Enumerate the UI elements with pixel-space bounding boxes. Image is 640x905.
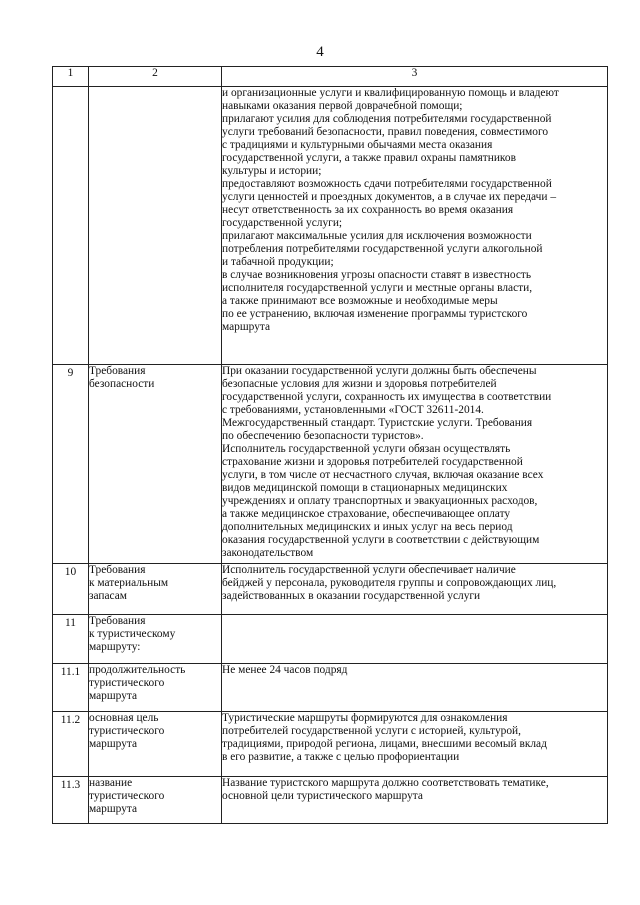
- content-line: оказания государственной услуги в соответствии с действующим: [222, 534, 540, 546]
- content-line: законодательством: [222, 547, 314, 559]
- content-line: государственной услуги;: [222, 217, 343, 229]
- content-line: Исполнитель государственной услуги обязан осуществлять: [222, 443, 511, 455]
- content-line: услуги, в том числе от несчастного случая, включая оказание всех: [222, 469, 544, 481]
- requirement-line: Требования: [89, 615, 146, 627]
- content-line: и табачной продукции;: [222, 256, 334, 268]
- content-line: традициями, природой региона, лицами, внесшими весомый вклад: [222, 738, 547, 750]
- requirement-line: безопасности: [89, 378, 155, 390]
- row-number: 11.2: [60, 714, 81, 726]
- table-row-11-2: [53, 712, 608, 777]
- content-line: основной цели туристического маршрута: [222, 790, 423, 802]
- content-cell: [222, 365, 608, 564]
- content-line: услуги требований безопасности, правил поведения, совместимого: [222, 126, 549, 138]
- requirement-cell: [89, 365, 222, 564]
- page-number: 4: [316, 44, 324, 60]
- requirement-line: к туристическому: [89, 628, 176, 640]
- table-row-11-1: [53, 664, 608, 712]
- row-number-cell: [53, 87, 89, 365]
- row-number-cell: [53, 777, 89, 824]
- content-cell: [222, 777, 608, 824]
- row-number-cell: [53, 664, 89, 712]
- content-line: Не менее 24 часов подряд: [222, 664, 348, 676]
- table-header-row: [53, 67, 608, 87]
- row-number: 10: [64, 566, 77, 578]
- requirement-cell: [89, 615, 222, 664]
- requirement-line: Требования: [89, 564, 146, 576]
- content-line: маршрута: [222, 321, 271, 333]
- content-line: государственной услуги, сохранность их имущества в соответствии: [222, 391, 552, 403]
- table-row-11-3: [53, 777, 608, 824]
- row-number-cell: [53, 712, 89, 777]
- content-line: Исполнитель государственной услуги обеспечивает наличие: [222, 564, 516, 576]
- content-line: предоставляют возможность сдачи потребителями государственной: [222, 178, 552, 190]
- requirement-line: туристического: [89, 725, 165, 737]
- content-cell: [222, 664, 608, 712]
- content-line: дополнительных медицинских и иных услуг на весь период: [222, 521, 513, 533]
- row-number-cell: [53, 564, 89, 615]
- content-line: бейджей у персонала, руководителя группы и сопровождающих лиц,: [222, 577, 557, 589]
- content-line: несут ответственность за их сохранность во время оказания: [222, 204, 514, 216]
- table-row-9: [53, 365, 608, 564]
- content-line: потребления потребителями государственной услуги алкогольной: [222, 243, 543, 255]
- requirement-line: туристического: [89, 677, 165, 689]
- content-line: задействованных в оказании государственной услуги: [222, 590, 481, 602]
- content-cell: [222, 564, 608, 615]
- requirement-line: Требования: [89, 365, 146, 377]
- content-line: по ее устранению, включая изменение программы туристского: [222, 308, 528, 320]
- requirement-line: маршрута: [89, 738, 138, 750]
- content-line: прилагают усилия для соблюдения потребителями государственной: [222, 113, 552, 125]
- content-line: При оказании государственной услуги должны быть обеспечены: [222, 365, 537, 377]
- requirements-table: [52, 66, 608, 824]
- requirement-line: название: [89, 777, 133, 789]
- row-number: 11.3: [60, 779, 81, 791]
- content-line: потребителей государственной услуги с историей, культурой,: [222, 725, 521, 737]
- row-number-cell: [53, 365, 89, 564]
- content-line: а также принимают все возможные и необходимые меры: [222, 295, 498, 307]
- requirement-line: туристического: [89, 790, 165, 802]
- content-line: исполнителя государственной услуги и местные органы власти,: [222, 282, 533, 294]
- requirement-line: к материальным: [89, 577, 169, 589]
- header-col-1: 1: [53, 67, 89, 87]
- row-number-cell: [53, 615, 89, 664]
- content-line: Туристические маршруты формируются для ознакомления: [222, 712, 508, 724]
- table-row-11: [53, 615, 608, 664]
- content-cell: [222, 87, 608, 365]
- requirement-line: маршрута: [89, 690, 138, 702]
- row-number: 11: [65, 617, 76, 629]
- content-line: и организационные услуги и квалифицированную помощь и владеют: [222, 87, 559, 99]
- content-line: государственной услуги, а также правил охраны памятников: [222, 152, 516, 164]
- table-row-10: [53, 564, 608, 615]
- requirement-cell: [89, 777, 222, 824]
- content-line: а также медицинское страхование, обеспечивающее оплату: [222, 508, 511, 520]
- header-col-3: 3: [222, 67, 608, 87]
- content-line: в его развитие, а также с целью профориентации: [222, 751, 460, 763]
- requirement-line: маршруту:: [89, 641, 141, 653]
- content-line: с требованиями, установленными «ГОСТ 32611-2014.: [222, 404, 484, 416]
- content-line: безопасные условия для жизни и здоровья потребителей: [222, 378, 497, 390]
- requirement-line: продолжительность: [89, 664, 186, 676]
- content-line: прилагают максимальные усилия для исключения возможности: [222, 230, 532, 242]
- content-line: по обеспечению безопасности туристов».: [222, 430, 424, 442]
- content-line: учреждениях и оплату транспортных и эвакуационных расходов,: [222, 495, 538, 507]
- content-cell: [222, 712, 608, 777]
- content-line: с традициями и культурными обычаями места оказания: [222, 139, 493, 151]
- table-row-continuation: [53, 87, 608, 365]
- requirement-cell: [89, 87, 222, 365]
- content-line: культуры и истории;: [222, 165, 322, 177]
- requirement-line: основная цель: [89, 712, 159, 724]
- requirement-cell: [89, 664, 222, 712]
- requirement-cell: [89, 712, 222, 777]
- row-number: 9: [67, 367, 74, 379]
- content-line: видов медицинской помощи в стационарных медицинских: [222, 482, 508, 494]
- content-line: Межгосударственный стандарт. Туристские услуги. Требования: [222, 417, 533, 429]
- header-col-2: 2: [89, 67, 222, 87]
- content-line: в случае возникновения угрозы опасности ставят в известность: [222, 269, 532, 281]
- content-line: навыками оказания первой доврачебной помощи;: [222, 100, 463, 112]
- requirement-line: запасам: [89, 590, 128, 602]
- content-cell: [222, 615, 608, 664]
- requirement-cell: [89, 564, 222, 615]
- requirement-line: маршрута: [89, 803, 138, 815]
- content-line: услуги ценностей и проездных документов, а в случае их передачи –: [222, 191, 557, 203]
- row-number: 11.1: [60, 666, 81, 678]
- content-line: Название туристского маршрута должно соответствовать тематике,: [222, 777, 549, 789]
- content-line: страхование жизни и здоровья потребителей государственной: [222, 456, 523, 468]
